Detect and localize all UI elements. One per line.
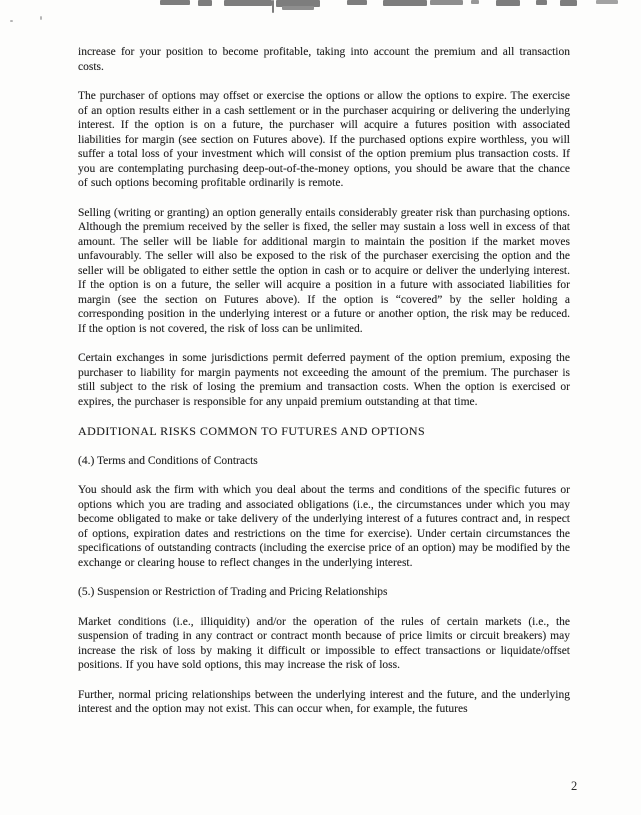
scan-artifact xyxy=(282,6,314,10)
paragraph: Further, normal pricing relationships between the underlying interest and the future, and the underlying interest and the option may not exist. This can occur when, for example, the futures xyxy=(78,688,570,715)
scan-artifact-band xyxy=(0,0,641,16)
paragraph: You should ask the firm with which you deal about the terms and conditions of the specific futures or options which you are trading and associated obligations (i.e., the circumstances under which you may become obligated to make or take delivery of the underlying interest of a futures contract and, in respect of options, expiration dates and restrictions on the time for exercise). Under certain circumstances the specifications of outstanding contracts (including the exercise price of an option) may be modified by the exchange or clearing house to reflect changes in the underlying interest. xyxy=(78,484,570,569)
scan-artifact xyxy=(160,0,190,5)
scan-artifact xyxy=(560,0,577,6)
document-body xyxy=(78,45,570,717)
scan-artifact xyxy=(272,0,274,13)
page-number: 2 xyxy=(571,779,578,793)
scan-artifact xyxy=(471,0,479,4)
scan-artifact xyxy=(536,0,547,5)
scan-artifact xyxy=(596,0,618,4)
paragraph: Certain exchanges in some jurisdictions permit deferred payment of the option premium, exposing the purchaser to liability for margin payments not exceeding the amount of the premium. The purchaser is still subject to the risk of losing the premium and transaction costs. When the option is exercised or expires, the purchaser is responsible for any unpaid premium outstanding at that time. xyxy=(78,352,570,408)
scan-artifact xyxy=(347,0,367,5)
scan-speck xyxy=(40,16,42,20)
paragraph: increase for your position to become profitable, taking into account the premium and all transaction costs. xyxy=(78,46,570,73)
paragraph: Market conditions (i.e., illiquidity) and/or the operation of the rules of certain markets (i.e., the suspension of trading in any contract or contract month because of price limits or circuit breakers) may increase the risk of loss by making it difficult or impossible to effect transactions or liquidate/offset positions. If you have sold options, this may increase the risk of loss. xyxy=(78,615,570,671)
scan-artifact xyxy=(198,0,212,6)
subsection-heading: (4.) Terms and Conditions of Contracts xyxy=(78,454,258,467)
scan-artifact xyxy=(430,0,463,5)
paragraph: Selling (writing or granting) an option generally entails considerably greater risk than purchasing options. Although the premium received by the seller is fixed, the seller may sustain a loss well in excess of that amount. The seller will be liable for additional margin to maintain the position if the market moves unfavourably. The seller will also be exposed to the risk of the purchaser exercising the option and the seller will be obligated to either settle the option in cash or to acquire or deliver the underlying interest. If the option is on a future, the seller will acquire a position in a future with associated liabilities for margin (see the section on Futures above). If the option is “covered” by the seller holding a corresponding position in the underlying interest or a future or another option, the risk may be reduced. If the option is not covered, the risk of loss can be unlimited. xyxy=(78,206,570,335)
scan-artifact xyxy=(496,0,520,6)
subsection-heading: (5.) Suspension or Restriction of Trading and Pricing Relationships xyxy=(78,586,388,598)
scan-speck xyxy=(10,20,13,22)
paragraph: The purchaser of options may offset or exercise the options or allow the options to expire. The exercise of an option results either in a cash settlement or in the purchaser acquiring or delivering the underlying interest. If the option is on a future, the purchaser will acquire a futures position with associated liabilities for margin (see section on Futures above). If the purchased options expire worthless, you will suffer a total loss of your investment which will consist of the option premium plus transaction costs. If you are contemplating purchasing deep-out-of-the-money options, you should be aware that the chance of such options becoming profitable ordinarily is remote. xyxy=(78,90,570,189)
scan-artifact xyxy=(224,0,272,6)
scan-artifact xyxy=(383,0,427,6)
section-heading: ADDITIONAL RISKS COMMON TO FUTURES AND OPTIONS xyxy=(78,424,426,438)
